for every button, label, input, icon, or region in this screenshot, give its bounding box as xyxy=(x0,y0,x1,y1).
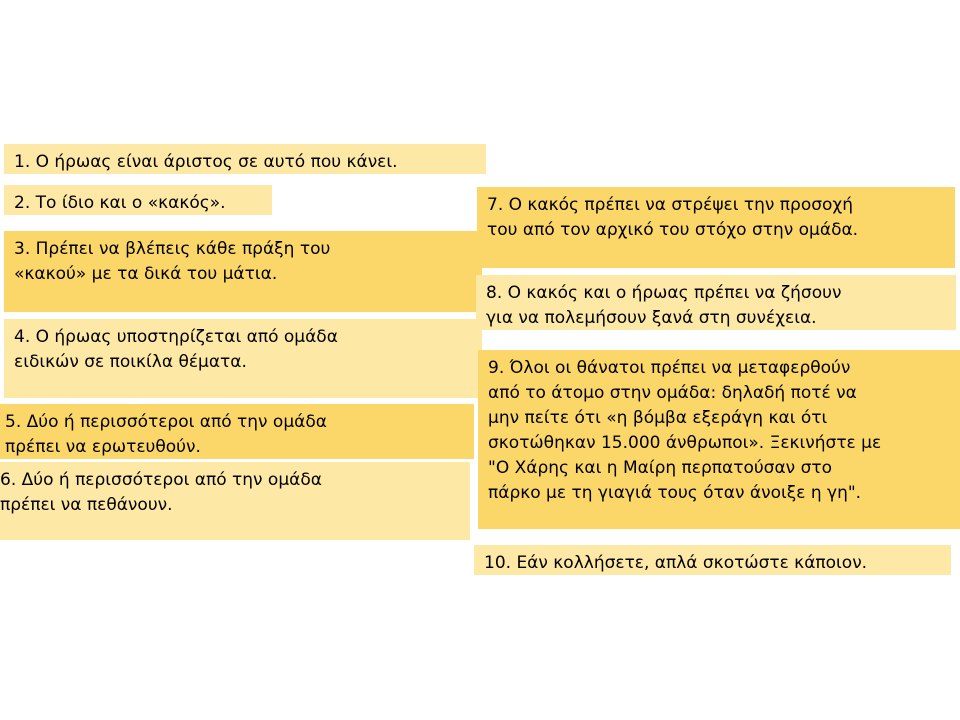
rule-5-box: 5. Δύο ή περισσότεροι από την ομάδα πρέπει να ερωτευθούν. xyxy=(0,404,474,459)
rule-10-box: 10. Εάν κολλήσετε, απλά σκοτώστε κάποιον. xyxy=(474,545,951,575)
rule-2-box: 2. Το ίδιο και ο «κακός». xyxy=(4,185,272,215)
rule-7-box: 7. Ο κακός πρέπει να στρέψει την προσοχή του από τον αρχικό του στόχο στην ομάδα. xyxy=(477,187,955,268)
rule-6-box: 6. Δύο ή περισσότεροι από την ομάδα πρέπει να πεθάνουν. xyxy=(0,462,470,540)
rule-1-box: 1. Ο ήρωας είναι άριστος σε αυτό που κάνει. xyxy=(4,144,486,174)
rule-8-box: 8. Ο κακός και ο ήρωας πρέπει να ζήσουν για να πολεμήσουν ξανά στη συνέχεια. xyxy=(476,275,956,330)
rule-3-box: 3. Πρέπει να βλέπεις κάθε πράξη του «κακού» με τα δικά του μάτια. xyxy=(4,231,482,312)
rule-4-box: 4. Ο ήρωας υποστηρίζεται από ομάδα ειδικών σε ποικίλα θέματα. xyxy=(4,319,482,398)
rule-9-box: 9. Όλοι οι θάνατοι πρέπει να μεταφερθούν από το άτομο στην ομάδα: δηλαδή ποτέ να μην πείτε ότι «η βόμβα εξεράγη και ότι σκοτώθηκαν 15.000 άνθρωποι». Ξεκινήστε με "Ο Χάρης και η Μαίρη περπατούσαν στο πάρκο με τη γιαγιά τους όταν άνοιξε η γη". xyxy=(478,350,960,529)
